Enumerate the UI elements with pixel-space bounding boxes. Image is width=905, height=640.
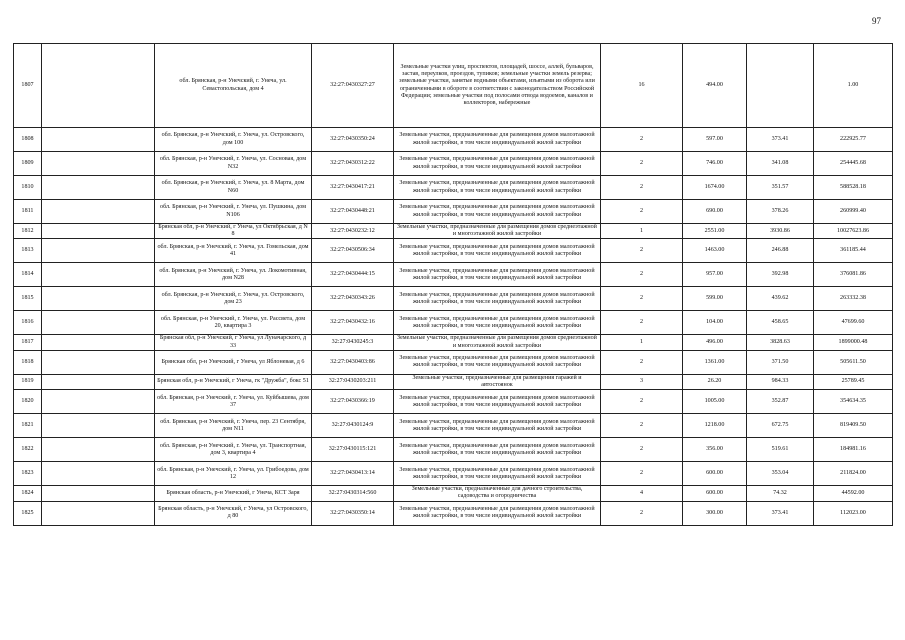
purpose-cell: Земельные участки, предназначенные для размещения домов малоэтажной жилой застройки, в том числе индивидуальной жилой застройки xyxy=(394,438,601,462)
code-cell: 2 xyxy=(601,263,683,287)
area-cell: 1005.00 xyxy=(683,390,747,414)
address-cell: обл. Брянская, р-н Унечский, г. Унеча, ул. Куйбышева, дом 37 xyxy=(155,390,312,414)
cadastral-cell: 32:27:0430350:24 xyxy=(312,128,394,152)
rate-cell: 373.41 xyxy=(747,128,814,152)
code-cell: 2 xyxy=(601,200,683,224)
cadastral-cell: 32:27:0430448:21 xyxy=(312,200,394,224)
rate-cell: 439.62 xyxy=(747,287,814,311)
blank-cell xyxy=(42,462,155,486)
blank-cell xyxy=(42,263,155,287)
cadastral-cell: 32:27:0430203:211 xyxy=(312,374,394,389)
rate-cell: 984.33 xyxy=(747,374,814,389)
address-cell: обл. Брянская, р-н Унечский, г. Унеча, ул. Островского, дом 100 xyxy=(155,128,312,152)
table-row xyxy=(14,239,893,263)
cadastral-cell: 32:27:0430417:21 xyxy=(312,176,394,200)
num-cell: 1822 xyxy=(14,438,42,462)
table-row xyxy=(14,438,893,462)
value-cell: 222925.77 xyxy=(814,128,893,152)
address-cell: Брянская область, р-н Унечский, г Унеча, КСТ Заря xyxy=(155,486,312,501)
address-cell: Брянская обл, р-н Унечский, г Унеча, гк "Дружба", бокс 51 xyxy=(155,374,312,389)
cadastral-cell: 32:27:0430350:14 xyxy=(312,501,394,525)
num-cell: 1813 xyxy=(14,239,42,263)
area-cell: 597.00 xyxy=(683,128,747,152)
purpose-cell: Земельные участки, предназначенные для размещения домов малоэтажной жилой застройки, в том числе индивидуальной жилой застройки xyxy=(394,350,601,374)
address-cell: обл. Брянская, р-н Унечский, г. Унеча, ул. Сосновая, дом N32 xyxy=(155,152,312,176)
value-cell: 25789.45 xyxy=(814,374,893,389)
code-cell: 2 xyxy=(601,152,683,176)
area-cell: 599.00 xyxy=(683,287,747,311)
area-cell: 957.00 xyxy=(683,263,747,287)
table-row xyxy=(14,462,893,486)
value-cell: 263332.38 xyxy=(814,287,893,311)
value-cell: 1899000.48 xyxy=(814,335,893,350)
code-cell: 2 xyxy=(601,176,683,200)
cadastral-cell: 32:27:0430314:560 xyxy=(312,486,394,501)
area-cell: 356.00 xyxy=(683,438,747,462)
table-row xyxy=(14,414,893,438)
cadastral-cell: 32:27:0430343:26 xyxy=(312,287,394,311)
area-cell: 2551.00 xyxy=(683,224,747,239)
purpose-cell: Земельные участки, предназначенные для размещения домов малоэтажной жилой застройки, в том числе индивидуальной жилой застройки xyxy=(394,263,601,287)
address-cell: Брянская область, р-н Унечский, г Унеча, ул Островского, д 80 xyxy=(155,501,312,525)
value-cell: 354634.35 xyxy=(814,390,893,414)
cadastral-cell: 32:27:0430245:3 xyxy=(312,335,394,350)
table-row xyxy=(14,374,893,389)
address-cell: Брянская обл, р-н Унечский, г Унеча, ул Луначарского, д 33 xyxy=(155,335,312,350)
area-cell: 1674.00 xyxy=(683,176,747,200)
code-cell: 4 xyxy=(601,486,683,501)
area-cell: 26.20 xyxy=(683,374,747,389)
blank-cell xyxy=(42,239,155,263)
value-cell: 10027623.86 xyxy=(814,224,893,239)
table-row xyxy=(14,350,893,374)
rate-cell: 519.61 xyxy=(747,438,814,462)
num-cell: 1824 xyxy=(14,486,42,501)
area-cell: 1361.00 xyxy=(683,350,747,374)
cadastral-cell: 32:27:0430432:16 xyxy=(312,311,394,335)
purpose-cell: Земельные участки, предназначенные для дачного строительства, садоводства и огородничества xyxy=(394,486,601,501)
value-cell: 254445.68 xyxy=(814,152,893,176)
code-cell: 2 xyxy=(601,128,683,152)
code-cell: 2 xyxy=(601,501,683,525)
purpose-cell: Земельные участки, предназначенные для размещения домов малоэтажной жилой застройки, в том числе индивидуальной жилой застройки xyxy=(394,239,601,263)
area-cell: 1463.00 xyxy=(683,239,747,263)
cadastral-cell: 32:27:0430366:19 xyxy=(312,390,394,414)
code-cell: 1 xyxy=(601,224,683,239)
address-cell: обл. Брянская, р-н Унечский, г. Унеча, ул. Гомельская, дом 41 xyxy=(155,239,312,263)
table-row xyxy=(14,335,893,350)
purpose-cell: Земельные участки, предназначенные для размещения домов среднеэтажной и многоэтажной жилой застройки xyxy=(394,335,601,350)
purpose-cell: Земельные участки, предназначенные для размещения домов малоэтажной жилой застройки, в том числе индивидуальной жилой застройки xyxy=(394,152,601,176)
area-cell: 600.00 xyxy=(683,462,747,486)
num-cell: 1808 xyxy=(14,128,42,152)
rate-cell: 458.65 xyxy=(747,311,814,335)
address-cell: обл. Брянская, р-н Унечский, г. Унеча, ул. Транспортная, дом 3, квартира 4 xyxy=(155,438,312,462)
rate-cell: 353.04 xyxy=(747,462,814,486)
blank-cell xyxy=(42,335,155,350)
purpose-cell: Земельные участки, предназначенные для размещения домов малоэтажной жилой застройки, в том числе индивидуальной жилой застройки xyxy=(394,200,601,224)
num-cell: 1819 xyxy=(14,374,42,389)
area-cell: 300.00 xyxy=(683,501,747,525)
num-cell: 1811 xyxy=(14,200,42,224)
blank-cell xyxy=(42,486,155,501)
num-cell: 1812 xyxy=(14,224,42,239)
rate-cell: 246.88 xyxy=(747,239,814,263)
purpose-cell: Земельные участки, предназначенные для размещения домов малоэтажной жилой застройки, в том числе индивидуальной жилой застройки xyxy=(394,128,601,152)
rate-cell: 351.57 xyxy=(747,176,814,200)
rate-cell: 378.26 xyxy=(747,200,814,224)
address-cell: обл. Брянская, р-н Унечский, г. Унеча, ул. Грибоедова, дом 12 xyxy=(155,462,312,486)
page-number: 97 xyxy=(872,16,881,26)
purpose-cell: Земельные участки, предназначенные для размещения домов малоэтажной жилой застройки, в том числе индивидуальной жилой застройки xyxy=(394,462,601,486)
rate-cell: 392.98 xyxy=(747,263,814,287)
code-cell: 2 xyxy=(601,311,683,335)
code-cell: 2 xyxy=(601,390,683,414)
table-row xyxy=(14,128,893,152)
cadastral-cell: 32:27:0430403:86 xyxy=(312,350,394,374)
area-cell: 690.00 xyxy=(683,200,747,224)
cadastral-cell: 32:27:0430327:27 xyxy=(312,44,394,128)
code-cell: 2 xyxy=(601,287,683,311)
address-cell: обл. Брянская, р-н Унечский, г. Унеча, ул. Локомотивная, дом N28 xyxy=(155,263,312,287)
blank-cell xyxy=(42,176,155,200)
value-cell: 44592.00 xyxy=(814,486,893,501)
purpose-cell: Земельные участки, предназначенные для размещения домов среднеэтажной и многоэтажной жилой застройки xyxy=(394,224,601,239)
blank-cell xyxy=(42,287,155,311)
cadastral-cell: 32:27:0430312:22 xyxy=(312,152,394,176)
blank-cell xyxy=(42,200,155,224)
rate-cell: 672.75 xyxy=(747,414,814,438)
address-cell: обл. Брянская, р-н Унечский, г. Унеча, ул. Севастопольская, дом 4 xyxy=(155,44,312,128)
code-cell: 1 xyxy=(601,335,683,350)
num-cell: 1821 xyxy=(14,414,42,438)
blank-cell xyxy=(42,311,155,335)
table-row xyxy=(14,44,893,128)
num-cell: 1809 xyxy=(14,152,42,176)
code-cell: 2 xyxy=(601,462,683,486)
rate-cell: 341.08 xyxy=(747,152,814,176)
address-cell: обл. Брянская, р-н Унечский, г. Унеча, пер. 23 Сентября, дом N11 xyxy=(155,414,312,438)
rate-cell xyxy=(747,44,814,128)
purpose-cell: Земельные участки, предназначенные для размещения домов малоэтажной жилой застройки, в том числе индивидуальной жилой застройки xyxy=(394,390,601,414)
rate-cell: 74.32 xyxy=(747,486,814,501)
value-cell: 112023.00 xyxy=(814,501,893,525)
value-cell: 505611.50 xyxy=(814,350,893,374)
table-row xyxy=(14,486,893,501)
code-cell: 2 xyxy=(601,414,683,438)
area-cell: 746.00 xyxy=(683,152,747,176)
num-cell: 1815 xyxy=(14,287,42,311)
num-cell: 1820 xyxy=(14,390,42,414)
blank-cell xyxy=(42,438,155,462)
table-row xyxy=(14,200,893,224)
purpose-cell: Земельные участки, предназначенные для размещения гаражей и автостоянок xyxy=(394,374,601,389)
table-row xyxy=(14,501,893,525)
value-cell: 260999.40 xyxy=(814,200,893,224)
rate-cell: 352.87 xyxy=(747,390,814,414)
code-cell: 2 xyxy=(601,350,683,374)
purpose-cell: Земельные участки улиц, проспектов, площадей, шоссе, аллей, бульваров, застав, переулков, проездов, тупиков; земельные участки земель резерва; земельные участки, занятые водными объектами, изъятыми из оборота или ограниченными в обороте в соответствии с законодательством Российской Федерации; земельные участки под полосами отвода водоемов, каналов и коллекторов, набережные xyxy=(394,44,601,128)
blank-cell xyxy=(42,374,155,389)
rate-cell: 373.41 xyxy=(747,501,814,525)
blank-cell xyxy=(42,414,155,438)
value-cell: 184981.16 xyxy=(814,438,893,462)
cadastral-cell: 32:27:0430444:15 xyxy=(312,263,394,287)
table-row xyxy=(14,311,893,335)
table-row xyxy=(14,152,893,176)
address-cell: обл. Брянская, р-н Унечский, г. Унеча, ул. Рассвета, дом 20, квартира 3 xyxy=(155,311,312,335)
address-cell: Брянская обл, р-н Унечский, г Унеча, ул Октябрьская, д N 8 xyxy=(155,224,312,239)
purpose-cell: Земельные участки, предназначенные для размещения домов малоэтажной жилой застройки, в том числе индивидуальной жилой застройки xyxy=(394,287,601,311)
table-row xyxy=(14,176,893,200)
num-cell: 1814 xyxy=(14,263,42,287)
value-cell: 211824.00 xyxy=(814,462,893,486)
cadastral-cell: 32:27:0430232:12 xyxy=(312,224,394,239)
table-row xyxy=(14,287,893,311)
cadastral-value-table xyxy=(13,43,893,526)
blank-cell xyxy=(42,152,155,176)
cadastral-cell: 32:27:0430115:121 xyxy=(312,438,394,462)
cadastral-cell: 32:27:0430506:34 xyxy=(312,239,394,263)
value-cell: 588528.18 xyxy=(814,176,893,200)
purpose-cell: Земельные участки, предназначенные для размещения домов малоэтажной жилой застройки, в том числе индивидуальной жилой застройки xyxy=(394,414,601,438)
value-cell: 376081.86 xyxy=(814,263,893,287)
num-cell: 1817 xyxy=(14,335,42,350)
value-cell: 361185.44 xyxy=(814,239,893,263)
blank-cell xyxy=(42,390,155,414)
code-cell: 2 xyxy=(601,438,683,462)
blank-cell xyxy=(42,128,155,152)
value-cell: 1.00 xyxy=(814,44,893,128)
area-cell: 496.00 xyxy=(683,335,747,350)
table-row xyxy=(14,224,893,239)
cadastral-cell: 32:27:0430413:14 xyxy=(312,462,394,486)
purpose-cell: Земельные участки, предназначенные для размещения домов малоэтажной жилой застройки, в том числе индивидуальной жилой застройки xyxy=(394,176,601,200)
address-cell: обл. Брянская, р-н Унечский, г. Унеча, ул. Островского, дом 23 xyxy=(155,287,312,311)
area-cell: 494.00 xyxy=(683,44,747,128)
blank-cell xyxy=(42,350,155,374)
num-cell: 1807 xyxy=(14,44,42,128)
purpose-cell: Земельные участки, предназначенные для размещения домов малоэтажной жилой застройки, в том числе индивидуальной жилой застройки xyxy=(394,311,601,335)
num-cell: 1823 xyxy=(14,462,42,486)
rate-cell: 3828.63 xyxy=(747,335,814,350)
num-cell: 1816 xyxy=(14,311,42,335)
area-cell: 104.00 xyxy=(683,311,747,335)
address-cell: обл. Брянская, р-н Унечский, г. Унеча, ул. Пушкина, дом N106 xyxy=(155,200,312,224)
purpose-cell: Земельные участки, предназначенные для размещения домов малоэтажной жилой застройки, в том числе индивидуальной жилой застройки xyxy=(394,501,601,525)
num-cell: 1810 xyxy=(14,176,42,200)
blank-cell xyxy=(42,44,155,128)
area-cell: 1218.00 xyxy=(683,414,747,438)
num-cell: 1818 xyxy=(14,350,42,374)
value-cell: 819409.50 xyxy=(814,414,893,438)
blank-cell xyxy=(42,501,155,525)
address-cell: Брянская обл, р-н Унечский, г Унеча, ул Яблоневая, д 6 xyxy=(155,350,312,374)
cadastral-cell: 32:27:0430124:9 xyxy=(312,414,394,438)
rate-cell: 371.50 xyxy=(747,350,814,374)
value-cell: 47699.60 xyxy=(814,311,893,335)
address-cell: обл. Брянская, р-н Унечский, г. Унеча, ул. 8 Марта, дом N60 xyxy=(155,176,312,200)
table-row xyxy=(14,263,893,287)
code-cell: 2 xyxy=(601,239,683,263)
rate-cell: 3930.86 xyxy=(747,224,814,239)
code-cell: 16 xyxy=(601,44,683,128)
table-row xyxy=(14,390,893,414)
num-cell: 1825 xyxy=(14,501,42,525)
blank-cell xyxy=(42,224,155,239)
area-cell: 600.00 xyxy=(683,486,747,501)
code-cell: 3 xyxy=(601,374,683,389)
